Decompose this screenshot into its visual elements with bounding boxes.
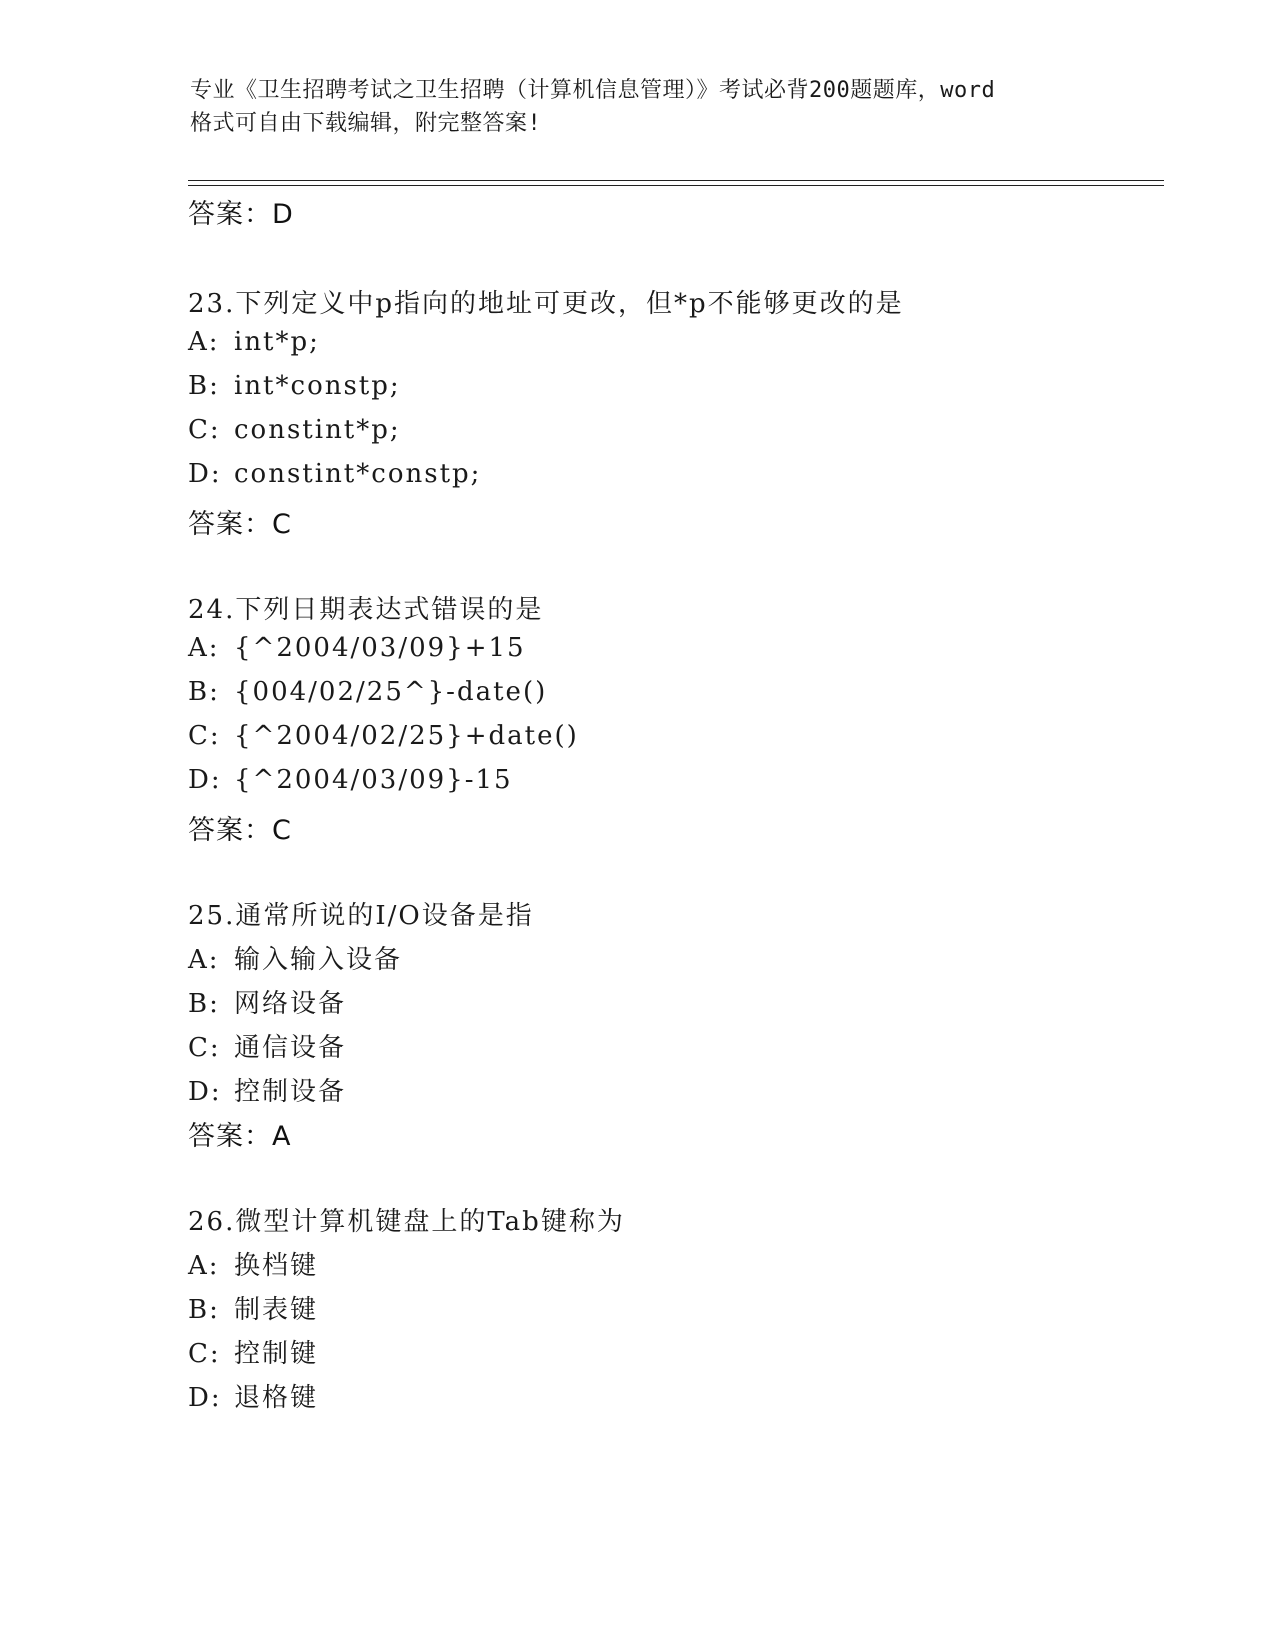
header-divider-bottom xyxy=(188,185,1164,186)
document-header xyxy=(190,74,1080,140)
option-row xyxy=(188,1245,318,1282)
header-line-2: 格式可自由下载编辑，附完整答案! xyxy=(190,111,542,136)
option-letter: A: xyxy=(188,327,220,357)
option-letter: D: xyxy=(188,1383,222,1413)
option-letter: D: xyxy=(188,1077,222,1107)
option-letter: D: xyxy=(188,765,222,795)
question-stem: 24.下列日期表达式错误的是 xyxy=(188,595,544,625)
option-row xyxy=(188,721,579,751)
option-row xyxy=(188,1333,318,1370)
option-letter: A: xyxy=(188,633,220,663)
header-divider-top xyxy=(188,180,1164,181)
previous-answer: 答案：D xyxy=(188,199,294,230)
option-text: 控制键 xyxy=(234,1339,319,1369)
option-text: int*p; xyxy=(234,327,320,357)
option-letter: B: xyxy=(188,371,220,401)
question-stem: 23.下列定义中p指向的地址可更改，但*p不能够更改的是 xyxy=(188,289,904,319)
option-letter: A: xyxy=(188,1251,220,1281)
option-row xyxy=(188,939,402,976)
option-letter: D: xyxy=(188,459,222,489)
option-letter: C: xyxy=(188,1339,221,1369)
option-letter: C: xyxy=(188,415,221,445)
option-text: 换档键 xyxy=(234,1251,319,1281)
option-text: 通信设备 xyxy=(234,1033,347,1063)
answer-label: 答案：C xyxy=(188,815,292,846)
answer-label: 答案：A xyxy=(188,1121,292,1152)
option-text: {^2004/03/09}+15 xyxy=(234,633,526,663)
option-letter: A: xyxy=(188,945,220,975)
option-letter: B: xyxy=(188,677,220,707)
option-row xyxy=(188,415,401,445)
option-text: {004/02/25^}-date() xyxy=(234,677,548,707)
option-row xyxy=(188,327,320,357)
header-line-1: 专业《卫生招聘考试之卫生招聘（计算机信息管理）》考试必背200题题库，word xyxy=(190,78,996,103)
option-row xyxy=(188,765,513,795)
option-text: int*constp; xyxy=(234,371,401,401)
option-text: {^2004/03/09}-15 xyxy=(234,765,513,795)
question-stem: 26.微型计算机键盘上的Tab键称为 xyxy=(188,1207,625,1237)
option-row xyxy=(188,633,526,663)
option-letter: B: xyxy=(188,1295,220,1325)
option-row xyxy=(188,1071,346,1108)
option-row xyxy=(188,983,346,1020)
option-text: {^2004/02/25}+date() xyxy=(234,721,579,751)
option-row xyxy=(188,1289,318,1326)
option-row xyxy=(188,371,401,401)
answer-label: 答案：C xyxy=(188,509,292,540)
option-text: 输入输入设备 xyxy=(234,945,403,975)
option-text: 退格键 xyxy=(234,1383,319,1413)
option-text: constint*constp; xyxy=(234,459,482,489)
option-text: 制表键 xyxy=(234,1295,319,1325)
option-row xyxy=(188,459,481,489)
option-letter: C: xyxy=(188,721,221,751)
option-letter: B: xyxy=(188,989,220,1019)
question-stem: 25.通常所说的I/O设备是指 xyxy=(188,901,534,931)
option-text: 控制设备 xyxy=(234,1077,347,1107)
option-row xyxy=(188,1377,318,1414)
option-letter: C: xyxy=(188,1033,221,1063)
option-text: constint*p; xyxy=(234,415,401,445)
option-text: 网络设备 xyxy=(234,989,347,1019)
option-row xyxy=(188,1027,346,1064)
option-row xyxy=(188,677,547,707)
